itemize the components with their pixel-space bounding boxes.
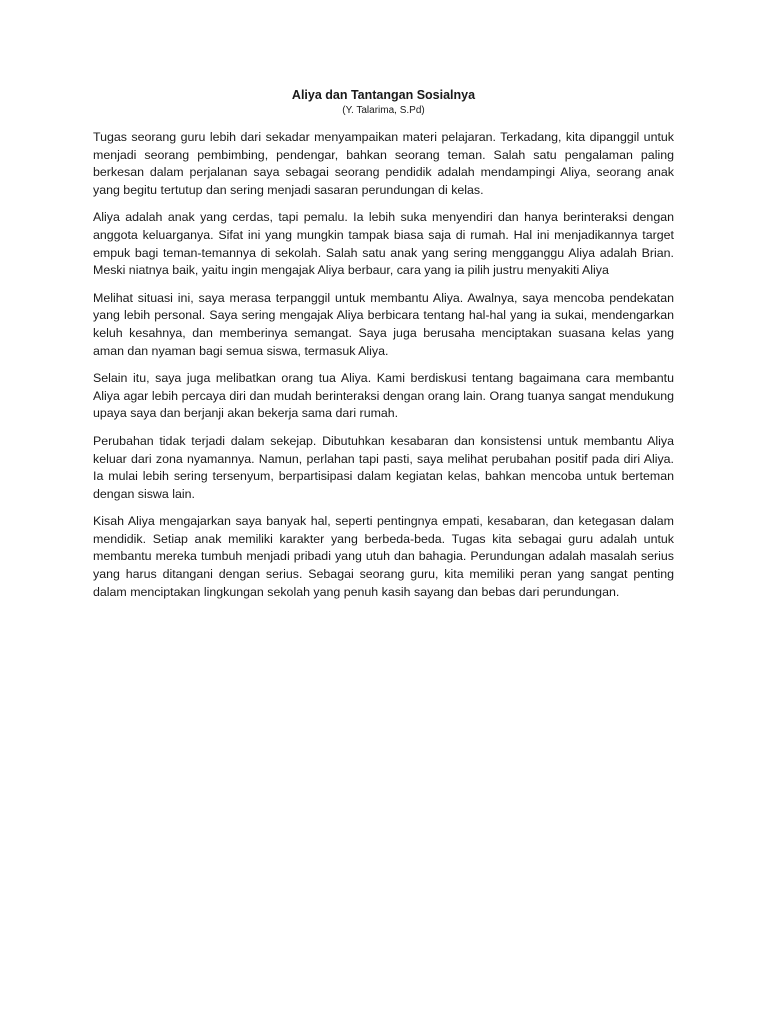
document-author: (Y. Talarima, S.Pd) bbox=[342, 105, 425, 116]
paragraph-5: Perubahan tidak terjadi dalam sekejap. Dibutuhkan kesabaran dan konsistensi untuk membantu Aliya keluar dari zona nyamannya. Namun, perlahan tapi pasti, saya melihat perubahan positif pada diri Aliya. Ia mulai lebih sering tersenyum, berpartisipasi dalam kegiatan kelas, bahkan mencoba untuk berteman dengan siswa lain. bbox=[93, 433, 674, 501]
paragraph-4: Selain itu, saya juga melibatkan orang tua Aliya. Kami berdiskusi tentang bagaimana cara membantu Aliya agar lebih percaya diri dan mudah berinteraksi dengan orang lain. Orang tuanya sangat mendukung upaya saya dan berjanji akan bekerja sama dari rumah. bbox=[93, 371, 674, 421]
document-body bbox=[93, 87, 674, 611]
paragraph-3: Melihat situasi ini, saya merasa terpanggil untuk membantu Aliya. Awalnya, saya mencoba pendekatan yang lebih personal. Saya sering mengajak Aliya berbicara tentang hal-hal yang ia sukai, mendengarkan keluh kesahnya, dan memberinya semangat. Saya juga berusaha menciptakan suasana kelas yang aman dan nyaman bagi semua siswa, termasuk Aliya. bbox=[93, 290, 674, 358]
paragraph-1: Tugas seorang guru lebih dari sekadar menyampaikan materi pelajaran. Terkadang, kita dipanggil untuk menjadi seorang pembimbing, pendengar, bahkan seorang teman. Salah satu pengalaman paling berkesan dalam perjalanan saya sebagai seorang pendidik adalah mendampingi Aliya, seorang anak yang begitu tertutup dan sering menjadi sasaran perundungan di kelas. bbox=[93, 130, 674, 197]
paragraph-2: Aliya adalah anak yang cerdas, tapi pemalu. Ia lebih suka menyendiri dan hanya berinteraksi dengan anggota keluarganya. Sifat ini yang mungkin tampak biasa saja di rumah. Hal ini menjadikannya target empuk bagi teman-temannya di sekolah. Salah satu anak yang sering mengganggu Aliya adalah Brian. Meski niatnya baik, yaitu ingin mengajak Aliya berbaur, cara yang ia pilih justru menyakiti Aliya bbox=[93, 210, 674, 278]
document-title: Aliya dan Tantangan Sosialnya bbox=[291, 88, 476, 102]
paragraph-6: Kisah Aliya mengajarkan saya banyak hal, seperti pentingnya empati, kesabaran, dan ketegasan dalam mendidik. Setiap anak memiliki karakter yang berbeda-beda. Tugas kita sebagai guru adalah untuk membantu mereka tumbuh menjadi pribadi yang utuh dan bahagia. Perundungan adalah masalah serius yang harus ditangani dengan serius. Sebagai seorang guru, kita memiliki peran yang sangat penting dalam menciptakan lingkungan sekolah yang penuh kasih sayang dan bebas dari perundungan. bbox=[93, 514, 674, 599]
